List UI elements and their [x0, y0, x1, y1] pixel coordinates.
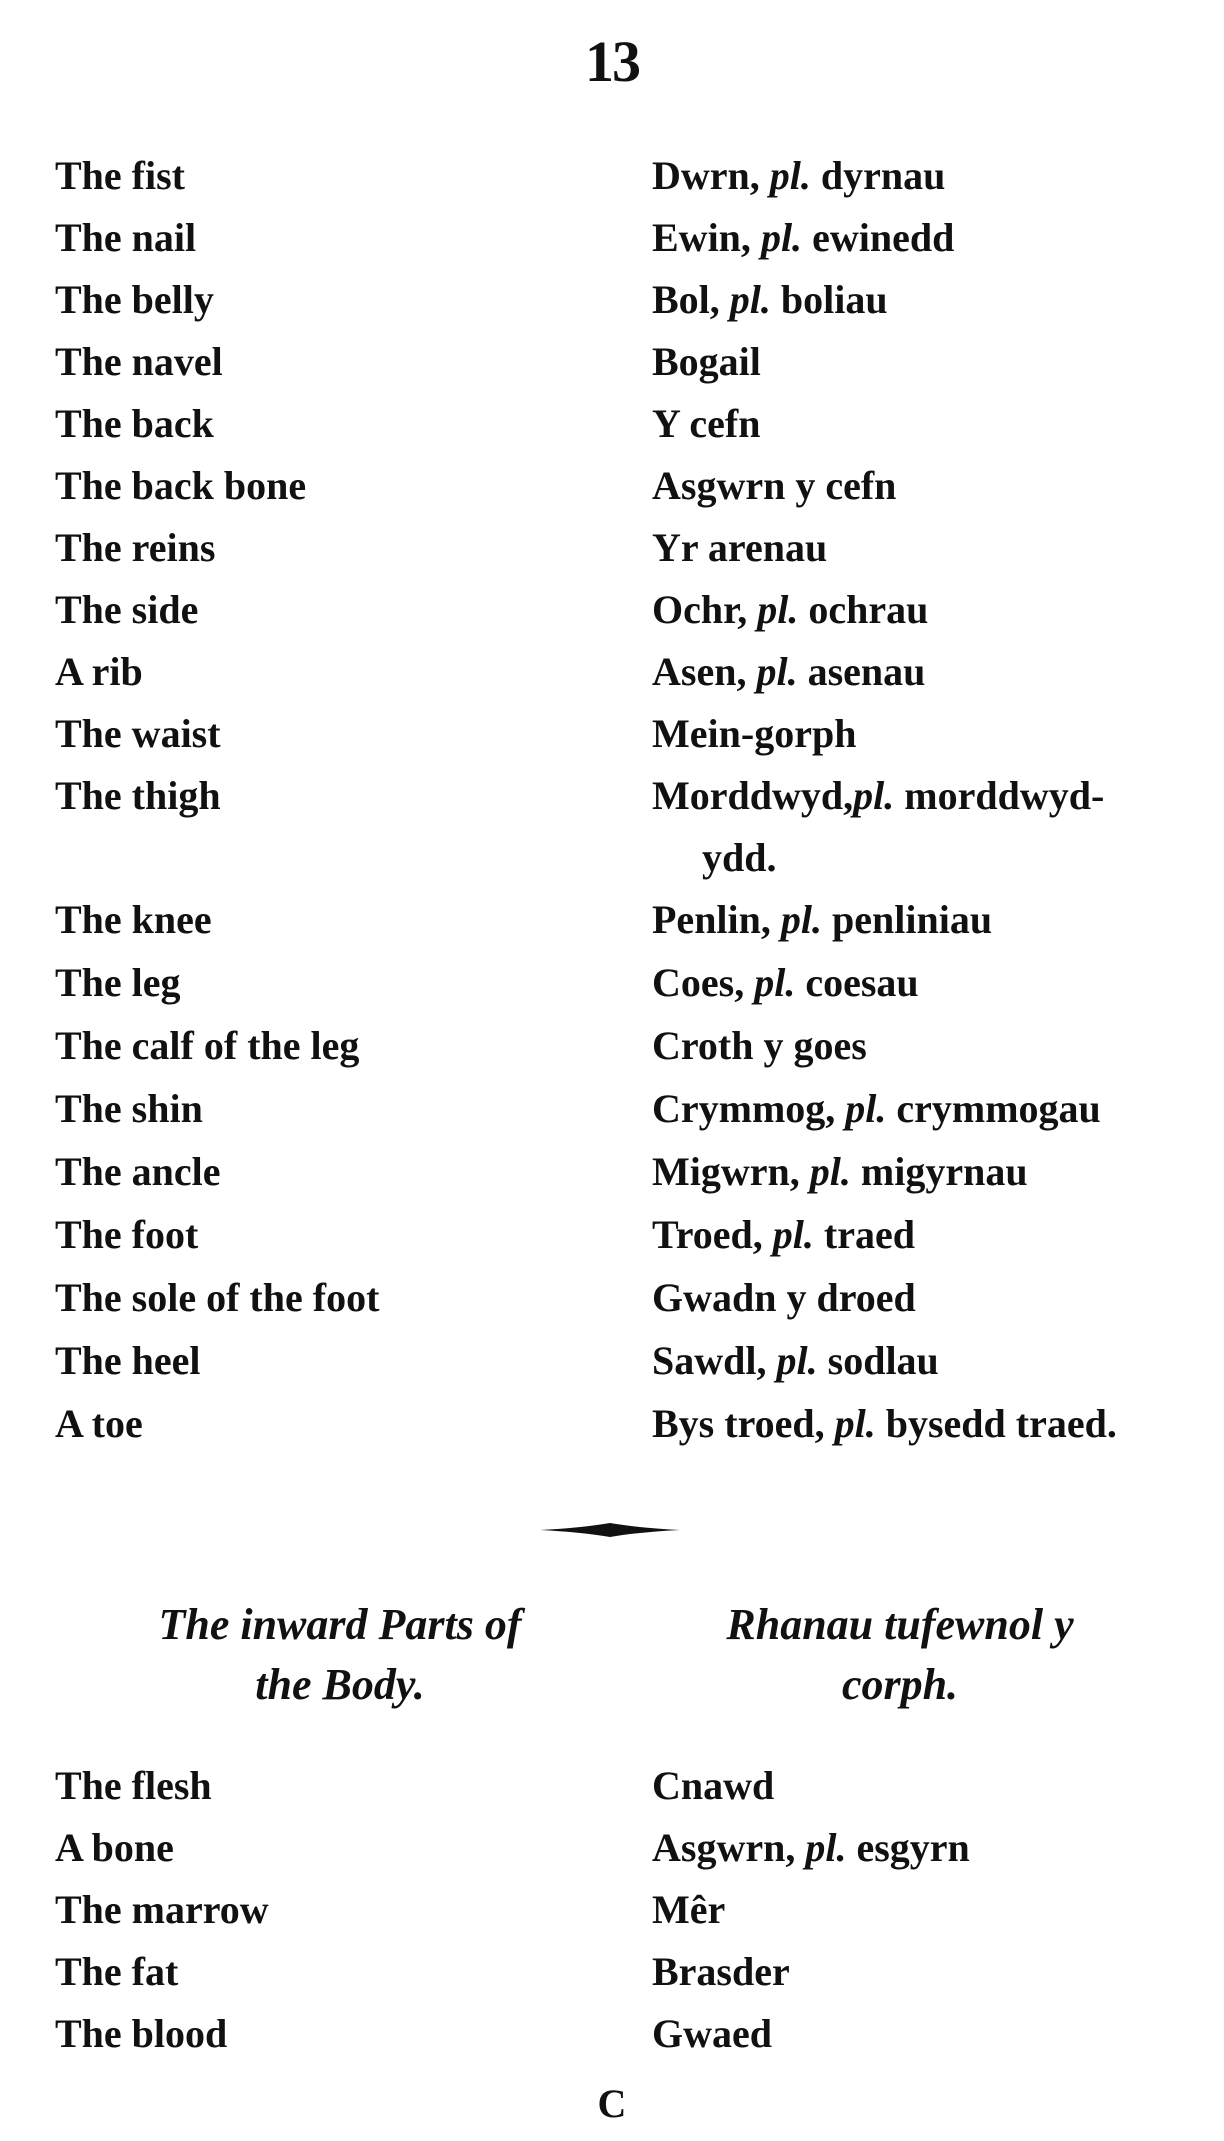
vocab-row [0, 952, 1224, 1014]
heading-line: The inward Parts of [158, 1600, 522, 1649]
page-number: 13 [585, 29, 639, 94]
welsh-word: Ochr, [652, 587, 758, 632]
english-term: The fist [55, 153, 185, 198]
welsh-word: Coes, [652, 960, 755, 1005]
vocab-row [0, 517, 1224, 579]
welsh-plural: asenau [797, 649, 926, 694]
welsh-plural: sodlau [817, 1338, 939, 1383]
welsh-plural: penliniau [822, 897, 993, 942]
welsh-term [652, 455, 896, 517]
english-term: The ancle [55, 1149, 221, 1194]
english-term: The sole of the foot [55, 1275, 380, 1320]
vocab-row [0, 1879, 1224, 1941]
heading-line: Rhanau tufewnol y [726, 1600, 1074, 1649]
welsh-term [652, 1393, 1117, 1455]
vocab-row [0, 1015, 1224, 1077]
vocab-row [0, 703, 1224, 765]
welsh-term [652, 765, 1104, 827]
welsh-word: Asgwrn y cefn [652, 463, 897, 508]
english-term: The flesh [55, 1763, 212, 1808]
welsh-plural: ewinedd [802, 215, 955, 260]
plural-abbrev: pl. [834, 1401, 876, 1446]
vocab-row [0, 1078, 1224, 1140]
welsh-term [652, 393, 760, 455]
plural-abbrev: pl. [809, 1149, 851, 1194]
vocab-row [0, 579, 1224, 641]
english-term: The foot [55, 1212, 199, 1257]
welsh-word: Morddwyd, [652, 773, 854, 818]
plural-abbrev: pl. [757, 587, 799, 632]
english-term: The waist [55, 711, 221, 756]
vocab-row [0, 1204, 1224, 1266]
welsh-term [652, 331, 761, 393]
vocab-row [0, 1817, 1224, 1879]
english-term: The shin [55, 1086, 203, 1131]
welsh-term [652, 1941, 790, 2003]
english-term: The calf of the leg [55, 1023, 360, 1068]
welsh-word: Crymmog, [652, 1086, 846, 1131]
heading-line: the Body. [255, 1660, 425, 1709]
welsh-word: Asgwrn, [652, 1825, 806, 1870]
vocab-row [0, 1141, 1224, 1203]
welsh-plural: migyrnau [850, 1149, 1028, 1194]
vocab-row [0, 1941, 1224, 2003]
welsh-term [652, 207, 954, 269]
welsh-word: Cnawd [652, 1763, 775, 1808]
welsh-plural: esgyrn [846, 1825, 970, 1870]
thigh-plural-continuation: ydd. [702, 835, 777, 880]
welsh-word: Gwadn y droed [652, 1275, 916, 1320]
english-term: A toe [55, 1401, 143, 1446]
welsh-term [652, 1267, 916, 1329]
english-term: The marrow [55, 1887, 269, 1932]
vocab-row [0, 269, 1224, 331]
vocab-row [0, 1393, 1224, 1455]
welsh-term [652, 1078, 1101, 1140]
welsh-term [652, 1879, 725, 1941]
welsh-word: Bogail [652, 339, 761, 384]
welsh-term [652, 579, 928, 641]
english-term: The reins [55, 525, 216, 570]
vocab-row [0, 331, 1224, 393]
welsh-word: Bys troed, [652, 1401, 835, 1446]
welsh-term [652, 703, 856, 765]
english-term: The belly [55, 277, 214, 322]
vocab-row [0, 1755, 1224, 1817]
welsh-plural: bysedd traed. [875, 1401, 1117, 1446]
welsh-plural: coesau [795, 960, 919, 1005]
vocab-row [0, 889, 1224, 951]
vocab-row [0, 207, 1224, 269]
vocab-row [0, 1330, 1224, 1392]
vocab-row [0, 765, 1224, 827]
plural-abbrev: pl. [805, 1825, 847, 1870]
welsh-term [652, 1015, 867, 1077]
welsh-word: Bol, [652, 277, 730, 322]
welsh-word: Dwrn, [652, 153, 770, 198]
english-term: The heel [55, 1338, 201, 1383]
english-term: The leg [55, 960, 181, 1005]
heading-line: corph. [841, 1660, 959, 1709]
english-term: The knee [55, 897, 212, 942]
welsh-word: Ewin, [652, 215, 761, 260]
welsh-word: Brasder [652, 1949, 790, 1994]
welsh-word: Migwrn, [652, 1149, 810, 1194]
welsh-term [652, 145, 945, 207]
section-heading-welsh [640, 1595, 1160, 1715]
welsh-term [652, 517, 827, 579]
welsh-term [652, 1755, 774, 1817]
english-term: A bone [55, 1825, 174, 1870]
english-term: The nail [55, 215, 197, 260]
welsh-plural: morddwyd- [894, 773, 1105, 818]
vocab-row [0, 2003, 1224, 2065]
welsh-term [652, 952, 919, 1014]
vocab-row [0, 1267, 1224, 1329]
welsh-word: Mein-gorph [652, 711, 857, 756]
section-divider-ornament [540, 1520, 680, 1540]
welsh-word: Penlin, [652, 897, 781, 942]
welsh-word: Sawdl, [652, 1338, 777, 1383]
welsh-word: Asen, [652, 649, 757, 694]
welsh-plural: crymmogau [886, 1086, 1101, 1131]
english-term: The side [55, 587, 199, 632]
plural-abbrev: pl. [780, 897, 823, 942]
plural-abbrev: pl. [760, 215, 803, 260]
welsh-plural: boliau [770, 277, 888, 322]
english-term: The navel [55, 339, 223, 384]
english-term: The back [55, 401, 214, 446]
welsh-word: Y cefn [652, 401, 761, 446]
english-term: The blood [55, 2011, 228, 2056]
welsh-word: Croth y goes [652, 1023, 867, 1068]
welsh-plural: traed [813, 1212, 915, 1257]
plural-abbrev: pl. [769, 153, 811, 198]
welsh-term [652, 1330, 939, 1392]
plural-abbrev: pl. [754, 960, 796, 1005]
section-heading-english [80, 1595, 600, 1715]
plural-abbrev: pl. [776, 1338, 818, 1383]
english-term: The thigh [55, 773, 221, 818]
plural-abbrev: pl. [729, 277, 771, 322]
english-term: The back bone [55, 463, 307, 508]
welsh-word: Mêr [652, 1887, 726, 1932]
english-term: The fat [55, 1949, 179, 1994]
signature-mark: C [597, 2081, 627, 2126]
plural-abbrev: pl. [853, 773, 895, 818]
welsh-term [652, 2003, 772, 2065]
welsh-term [652, 889, 992, 951]
welsh-term [652, 641, 925, 703]
welsh-word: Gwaed [652, 2011, 772, 2056]
plural-abbrev: pl. [756, 649, 798, 694]
plural-abbrev: pl. [772, 1212, 814, 1257]
welsh-term [652, 269, 888, 331]
welsh-word: Yr arenau [652, 525, 828, 570]
welsh-plural: dyrnau [810, 153, 946, 198]
vocab-row [0, 641, 1224, 703]
plural-abbrev: pl. [845, 1086, 887, 1131]
welsh-term [652, 1141, 1028, 1203]
welsh-word: Troed, [652, 1212, 773, 1257]
welsh-term [652, 1817, 970, 1879]
vocab-row [0, 393, 1224, 455]
vocab-row [0, 455, 1224, 517]
welsh-plural: ochrau [798, 587, 929, 632]
welsh-term [652, 1204, 915, 1266]
english-term: A rib [55, 649, 143, 694]
vocab-row [0, 145, 1224, 207]
